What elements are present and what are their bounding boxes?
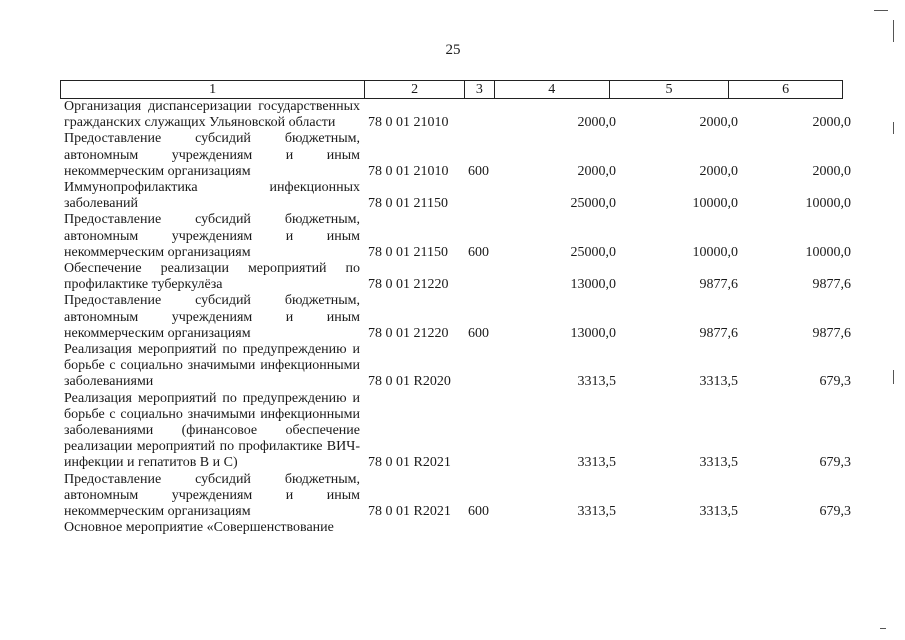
table-row	[64, 180, 854, 212]
row-vr: 600	[468, 504, 489, 520]
row-value-5: 3313,5	[699, 374, 738, 390]
header-col-5: 5	[610, 81, 730, 98]
row-value-6: 10000,0	[805, 244, 851, 260]
row-name: Реализация мероприятий по предупреждению и борьбе с социально значимыми инфекционными заболеваниями	[64, 342, 360, 390]
row-value-4: 3313,5	[577, 455, 616, 471]
table-body	[64, 99, 854, 536]
row-code: 78 0 01 21010	[368, 115, 449, 131]
table-row	[64, 212, 854, 261]
row-value-5: 10000,0	[692, 244, 738, 260]
row-name: Предоставление субсидий бюджетным, автономным учреждениям и иным некоммерческим организациям	[64, 293, 360, 341]
row-code: 78 0 01 21150	[368, 244, 448, 260]
row-value-6: 679,3	[819, 455, 851, 471]
header-col-1: 1	[61, 81, 365, 98]
header-col-6: 6	[782, 82, 790, 97]
row-value-6: 679,3	[819, 504, 851, 520]
header-col-4: 4	[495, 81, 610, 98]
table-row	[64, 472, 854, 521]
row-name: Иммунопрофилактика инфекционных заболеваний	[64, 180, 360, 212]
table-row	[64, 99, 854, 131]
table-row	[64, 131, 854, 180]
row-code: 78 0 01 21010	[368, 163, 449, 179]
row-value-5: 9877,6	[699, 325, 738, 341]
scan-mark	[893, 122, 894, 134]
row-code: 78 0 01 R2020	[368, 374, 451, 390]
row-name: Предоставление субсидий бюджетным, автономным учреждениям и иным некоммерческим организациям	[64, 131, 360, 179]
scan-mark	[880, 628, 886, 629]
row-name: Обеспечение реализации мероприятий по профилактике туберкулёза	[64, 261, 360, 293]
table-row	[64, 391, 854, 472]
row-value-5: 10000,0	[692, 196, 738, 212]
row-code: 78 0 01 R2021	[368, 455, 451, 471]
row-value-4: 25000,0	[570, 196, 616, 212]
table-row	[64, 342, 854, 391]
row-value-6: 9877,6	[812, 325, 851, 341]
header-col-2: 2	[365, 81, 465, 98]
table-header	[60, 80, 843, 99]
row-value-4: 13000,0	[570, 277, 616, 293]
row-value-6: 9877,6	[812, 277, 851, 293]
scan-mark	[893, 370, 894, 384]
row-value-4: 2000,0	[577, 115, 616, 131]
scan-mark	[874, 10, 888, 11]
row-value-4: 3313,5	[577, 504, 616, 520]
scan-mark	[893, 20, 894, 42]
row-code: 78 0 01 21220	[368, 277, 449, 293]
header-col-3: 3	[465, 81, 495, 98]
row-value-6: 679,3	[819, 374, 851, 390]
row-value-5: 3313,5	[699, 455, 738, 471]
row-value-5: 2000,0	[699, 163, 738, 179]
table-row	[64, 293, 854, 342]
row-name: Основное мероприятие «Совершенствование	[64, 520, 334, 536]
row-value-5: 9877,6	[699, 277, 738, 293]
row-value-5: 2000,0	[699, 115, 738, 131]
row-value-5: 3313,5	[699, 504, 738, 520]
row-code: 78 0 01 21150	[368, 196, 448, 212]
row-code: 78 0 01 R2021	[368, 504, 451, 520]
row-value-4: 25000,0	[570, 244, 616, 260]
row-vr: 600	[468, 325, 489, 341]
row-value-4: 2000,0	[577, 163, 616, 179]
table-row	[64, 261, 854, 293]
row-value-6: 2000,0	[812, 115, 851, 131]
row-name: Реализация мероприятий по предупреждению и борьбе с социально значимыми инфекционными заболеваниями (финансовое обеспечение реализации мероприятий по профилактике ВИЧ-инфекции и гепатитов В и С)	[64, 390, 360, 471]
table-row	[64, 520, 854, 536]
row-value-4: 13000,0	[570, 325, 616, 341]
row-value-6: 10000,0	[805, 196, 851, 212]
row-name: Предоставление субсидий бюджетным, автономным учреждениям и иным некоммерческим организациям	[64, 212, 360, 260]
row-vr: 600	[468, 244, 489, 260]
row-vr: 600	[468, 163, 489, 179]
row-name: Организация диспансеризации государственных гражданских служащих Ульяновской области	[64, 99, 360, 131]
row-name: Предоставление субсидий бюджетным, автономным учреждениям и иным некоммерческим организациям	[64, 471, 360, 520]
row-value-4: 3313,5	[577, 374, 616, 390]
page-number: 25	[445, 42, 461, 58]
row-code: 78 0 01 21220	[368, 325, 449, 341]
row-value-6: 2000,0	[812, 163, 851, 179]
